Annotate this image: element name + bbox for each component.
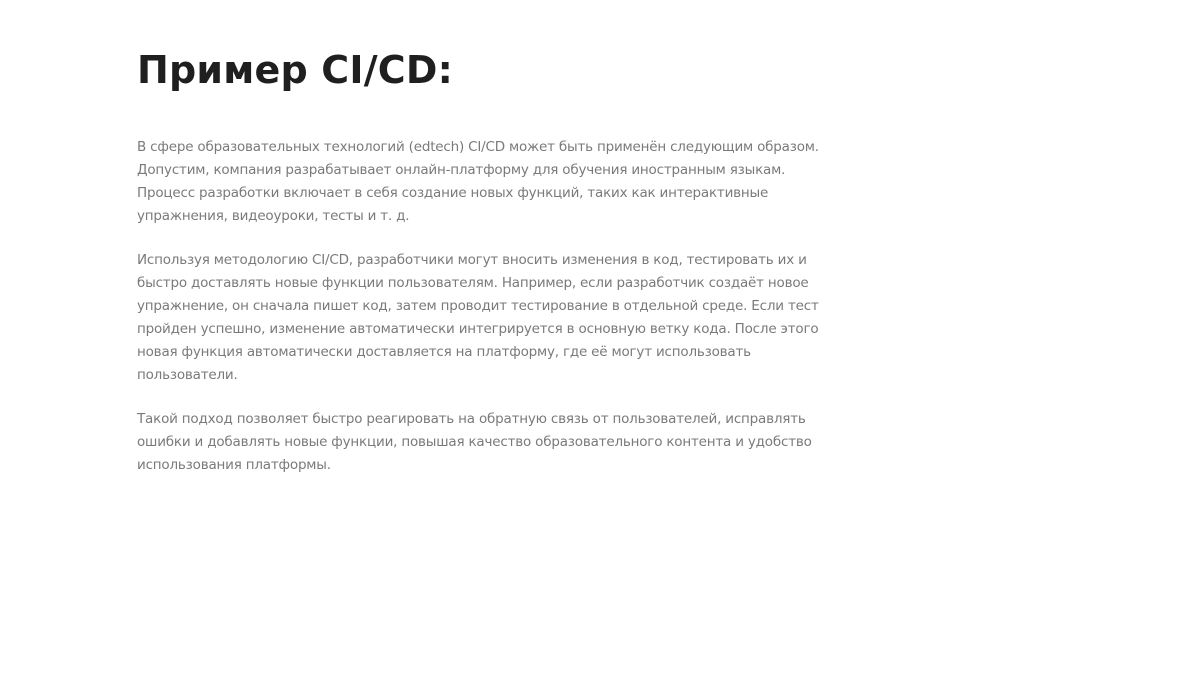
paragraph-3: Такой подход позволяет быстро реагировать на обратную связь от пользователей, исправлять ошибки и добавлять новые функции, повышая качество образовательного контента и удобство использования платформы. xyxy=(137,411,812,473)
paragraph-2: Используя методологию CI/CD, разработчики могут вносить изменения в код, тестировать их и быстро доставлять новые функции пользователям. Например, если разработчик создаёт новое упражнение, он сначала пишет код, затем проводит тестирование в отдельной среде. Если тест пройден успешно, изменение автоматически интегрируется в основную ветку кода. После этого новая функция автоматически доставляется на платформу, где её могут использовать пользователи. xyxy=(137,252,819,383)
article xyxy=(137,44,847,477)
paragraph-1: В сфере образовательных технологий (edtech) CI/CD может быть применён следующим образом. Допустим, компания разрабатывает онлайн-платформу для обучения иностранным языкам. Процесс разработки включает в себя создание новых функций, таких как интерактивные упражнения, видеоуроки, тесты и т. д. xyxy=(137,139,819,224)
article-body xyxy=(137,136,847,477)
page-title: Пример CI/CD: xyxy=(137,48,454,92)
